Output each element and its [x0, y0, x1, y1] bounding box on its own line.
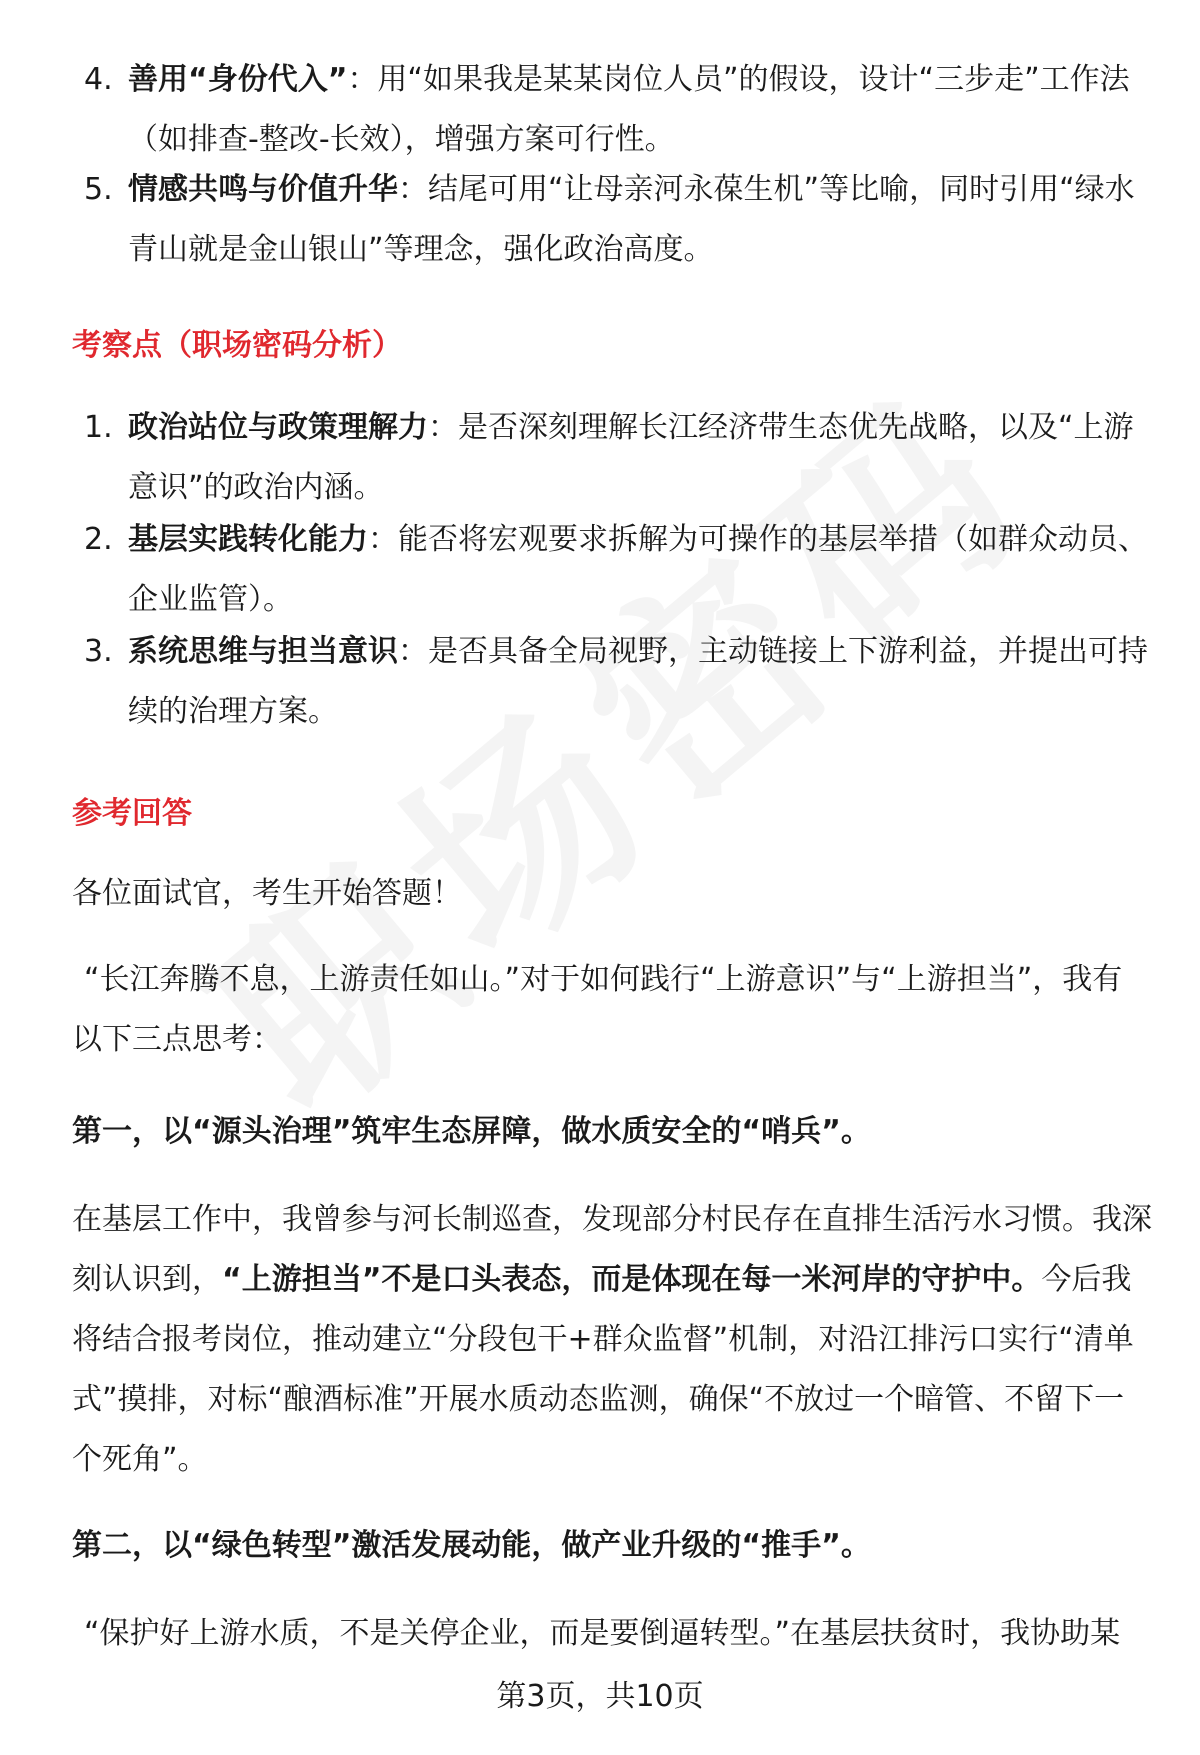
list-item-bold: 系统思维与担当意识: [128, 634, 398, 669]
section-heading-reference-answer: 参考回答: [72, 796, 192, 831]
list-number: 1.: [84, 410, 113, 445]
answer-greeting: 各位面试官，考生开始答题！: [72, 876, 462, 911]
list-number: 2.: [84, 522, 113, 557]
answer-point1-text-bold: “上游担当”不是口头表态，而是体现在每一米河岸的守护中。: [222, 1262, 1042, 1297]
page-footer: 第3页，共10页: [496, 1679, 704, 1714]
list-item-text: ：用“如果我是某某岗位人员”的假设，设计“三步走”工作法（如排查-整改-长效），增强方案可行性。: [128, 62, 1130, 157]
section-heading-exam-points: 考察点（职场密码分析）: [72, 328, 402, 363]
list-number: 4.: [84, 62, 113, 97]
list-item-bold: 情感共鸣与价值升华: [128, 172, 398, 207]
list-item-text: ：是否深刻理解长江经济带生态优先战略，以及“上游意识”的政治内涵。: [128, 410, 1134, 505]
list-item-bold: 基层实践转化能力: [128, 522, 368, 557]
answer-point1-paragraph: [72, 1190, 1152, 1490]
list-item: [72, 510, 1152, 630]
list-number: 5.: [84, 172, 113, 207]
list-item-text: ：是否具备全局视野，主动链接上下游利益，并提出可持续的治理方案。: [128, 634, 1148, 729]
list-item: [72, 160, 1152, 280]
answer-point1-title: 第一，以“源头治理”筑牢生态屏障，做水质安全的“哨兵”。: [72, 1114, 871, 1149]
list-item: [72, 622, 1152, 742]
answer-point2-text: “保护好上游水质，不是关停企业，而是要倒逼转型。”在基层扶贫时，我协助某: [84, 1616, 1121, 1651]
answer-point2-title: 第二，以“绿色转型”激活发展动能，做产业升级的“推手”。: [72, 1528, 871, 1563]
list-item-bold: 政治站位与政策理解力: [128, 410, 428, 445]
list-item-bold: 善用“身份代入”: [128, 62, 348, 97]
answer-intro: “长江奔腾不息，上游责任如山。”对于如何践行“上游意识”与“上游担当”，我有以下三点思考：: [72, 962, 1123, 1057]
answer-point1-text-pre: 在基层工作中，我曾参与河长制巡查，发现部分村民存在直排生活污水习惯。我深刻认识到，: [72, 1202, 1152, 1297]
list-item: [72, 50, 1152, 170]
list-item-text: ：能否将宏观要求拆解为可操作的基层举措（如群众动员、企业监管）。: [128, 522, 1148, 617]
list-item: [72, 398, 1152, 518]
answer-point1-text-post: 今后我将结合报考岗位，推动建立“分段包干+群众监督”机制，对沿江排污口实行“清单式”摸排，对标“酿酒标准”开展水质动态监测，确保“不放过一个暗管、不留下一个死角”。: [72, 1262, 1134, 1477]
list-item-text: ：结尾可用“让母亲河永葆生机”等比喻，同时引用“绿水青山就是金山银山”等理念，强化政治高度。: [128, 172, 1135, 267]
list-number: 3.: [84, 634, 113, 669]
